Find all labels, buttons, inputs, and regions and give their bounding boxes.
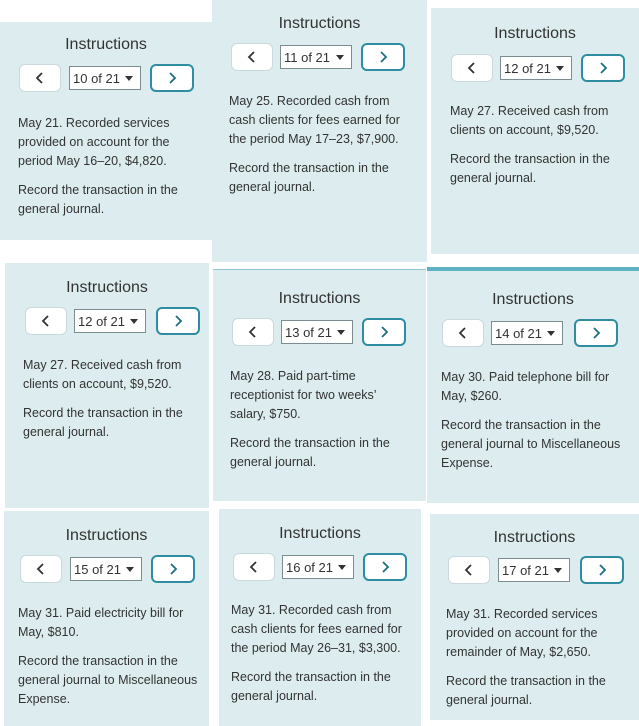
caret-down-icon [337, 330, 345, 335]
instructions-panel-4 [5, 263, 209, 508]
transaction-text: May 25. Recorded cash from cash clients for fees earned for the period May 17–23, $7,900. [229, 94, 400, 146]
instruction-text: Record the transaction in the general journal. [450, 152, 610, 185]
panel-title: Instructions [494, 25, 576, 42]
page-select-value: 14 of 21 [495, 325, 542, 341]
instructions-panel-1 [0, 22, 212, 240]
prev-button[interactable] [451, 54, 493, 82]
chevron-left-icon [464, 563, 474, 577]
transaction-text: May 27. Received cash from clients on account, $9,520. [450, 104, 609, 137]
instruction-text: Record the transaction in the general journal. [18, 183, 178, 216]
panel-body [231, 601, 416, 706]
panel-body [23, 356, 203, 442]
pagination [213, 318, 426, 348]
page-select[interactable] [281, 320, 353, 344]
prev-button[interactable] [25, 307, 67, 335]
chevron-right-icon [168, 562, 178, 576]
prev-button[interactable] [19, 64, 61, 92]
panel-body [229, 92, 417, 197]
next-button[interactable] [150, 64, 194, 92]
next-button[interactable] [361, 43, 405, 71]
chevron-left-icon [248, 325, 258, 339]
instructions-panel-9 [430, 514, 639, 720]
page-select[interactable] [491, 321, 563, 345]
prev-button[interactable] [232, 318, 274, 346]
pagination [431, 54, 639, 84]
transaction-text: May 27. Received cash from clients on account, $9,520. [23, 358, 182, 391]
panel-title: Instructions [493, 529, 576, 546]
prev-button[interactable] [442, 319, 484, 347]
instructions-panel-7 [4, 511, 209, 726]
page-select[interactable] [74, 309, 146, 333]
transaction-text: May 30. Paid telephone bill for May, $260. [441, 370, 610, 403]
transaction-text: May 21. Recorded services provided on account for the period May 16–20, $4,820. [18, 116, 170, 168]
pagination [212, 43, 427, 73]
page-select[interactable] [70, 557, 142, 581]
pagination [427, 319, 639, 349]
panel-title: Instructions [492, 291, 574, 308]
pagination [5, 307, 209, 337]
chevron-left-icon [247, 50, 257, 64]
caret-down-icon [336, 55, 344, 60]
prev-button[interactable] [20, 555, 62, 583]
chevron-left-icon [36, 562, 46, 576]
panel-title: Instructions [65, 527, 148, 544]
instruction-text: Record the transaction in the general journal to Miscellaneous Expense. [441, 418, 621, 470]
next-button[interactable] [363, 553, 407, 581]
instruction-text: Record the transaction in the general journal. [231, 670, 391, 703]
caret-down-icon [126, 567, 134, 572]
instruction-text: Record the transaction in the general journal. [229, 161, 389, 194]
next-button[interactable] [574, 319, 618, 347]
transaction-text: May 31. Paid electricity bill for May, $810. [18, 606, 184, 639]
panel-title: Instructions [278, 15, 361, 32]
prev-button[interactable] [233, 553, 275, 581]
page-select[interactable] [280, 45, 352, 69]
panel-body [441, 368, 626, 473]
chevron-right-icon [167, 71, 177, 85]
page-select[interactable] [500, 56, 572, 80]
panel-body [230, 367, 410, 472]
caret-down-icon [338, 565, 346, 570]
chevron-left-icon [41, 314, 51, 328]
page-select-value: 12 of 21 [504, 60, 551, 76]
caret-down-icon [547, 331, 555, 336]
instruction-text: Record the transaction in the general journal to Miscellaneous Expense. [18, 654, 198, 706]
chevron-left-icon [467, 61, 477, 75]
chevron-left-icon [458, 326, 468, 340]
instructions-panel-6 [427, 267, 639, 503]
page-select[interactable] [498, 558, 570, 582]
prev-button[interactable] [448, 556, 490, 584]
panel-body [18, 114, 198, 219]
instruction-text: Record the transaction in the general journal. [446, 674, 606, 707]
chevron-right-icon [378, 50, 388, 64]
chevron-left-icon [35, 71, 45, 85]
instructions-panel-8 [219, 509, 421, 726]
next-button[interactable] [156, 307, 200, 335]
chevron-right-icon [591, 326, 601, 340]
panel-title: Instructions [279, 525, 361, 542]
chevron-left-icon [249, 560, 259, 574]
caret-down-icon [130, 319, 138, 324]
panel-body [18, 604, 203, 709]
pagination [4, 555, 209, 585]
prev-button[interactable] [231, 43, 273, 71]
page-select[interactable] [69, 66, 141, 90]
caret-down-icon [554, 568, 562, 573]
chevron-right-icon [380, 560, 390, 574]
next-button[interactable] [151, 555, 195, 583]
instruction-text: Record the transaction in the general journal. [23, 406, 183, 439]
panel-body [450, 102, 630, 188]
instructions-panel-3 [431, 8, 639, 254]
instruction-text: Record the transaction in the general journal. [230, 436, 390, 469]
panel-title: Instructions [65, 36, 147, 53]
panel-title: Instructions [66, 279, 148, 296]
pagination [430, 556, 639, 586]
page-select-value: 11 of 21 [284, 49, 331, 65]
page-select-value: 13 of 21 [285, 324, 332, 340]
instructions-panel-5 [213, 269, 426, 501]
panel-title: Instructions [278, 290, 361, 307]
chevron-right-icon [598, 61, 608, 75]
page-select[interactable] [282, 555, 354, 579]
page-select-value: 15 of 21 [74, 561, 121, 577]
chevron-right-icon [597, 563, 607, 577]
next-button[interactable] [362, 318, 406, 346]
transaction-text: May 28. Paid part-time receptionist for two weeks’ salary, $750. [230, 369, 377, 421]
chevron-right-icon [173, 314, 183, 328]
next-button[interactable] [580, 556, 624, 584]
transaction-text: May 31. Recorded cash from cash clients for fees earned for the period May 26–31, $3,300. [231, 603, 402, 655]
page-select-value: 10 of 21 [73, 70, 120, 86]
pagination [0, 64, 212, 94]
instructions-panel-2 [212, 0, 427, 262]
chevron-right-icon [379, 325, 389, 339]
page-select-value: 17 of 21 [502, 562, 549, 578]
page-select-value: 12 of 21 [78, 313, 125, 329]
caret-down-icon [125, 76, 133, 81]
next-button[interactable] [581, 54, 625, 82]
caret-down-icon [556, 66, 564, 71]
pagination [219, 553, 421, 583]
transaction-text: May 31. Recorded services provided on account for the remainder of May, $2,650. [446, 607, 598, 659]
panel-body [446, 605, 626, 710]
page-select-value: 16 of 21 [286, 559, 333, 575]
